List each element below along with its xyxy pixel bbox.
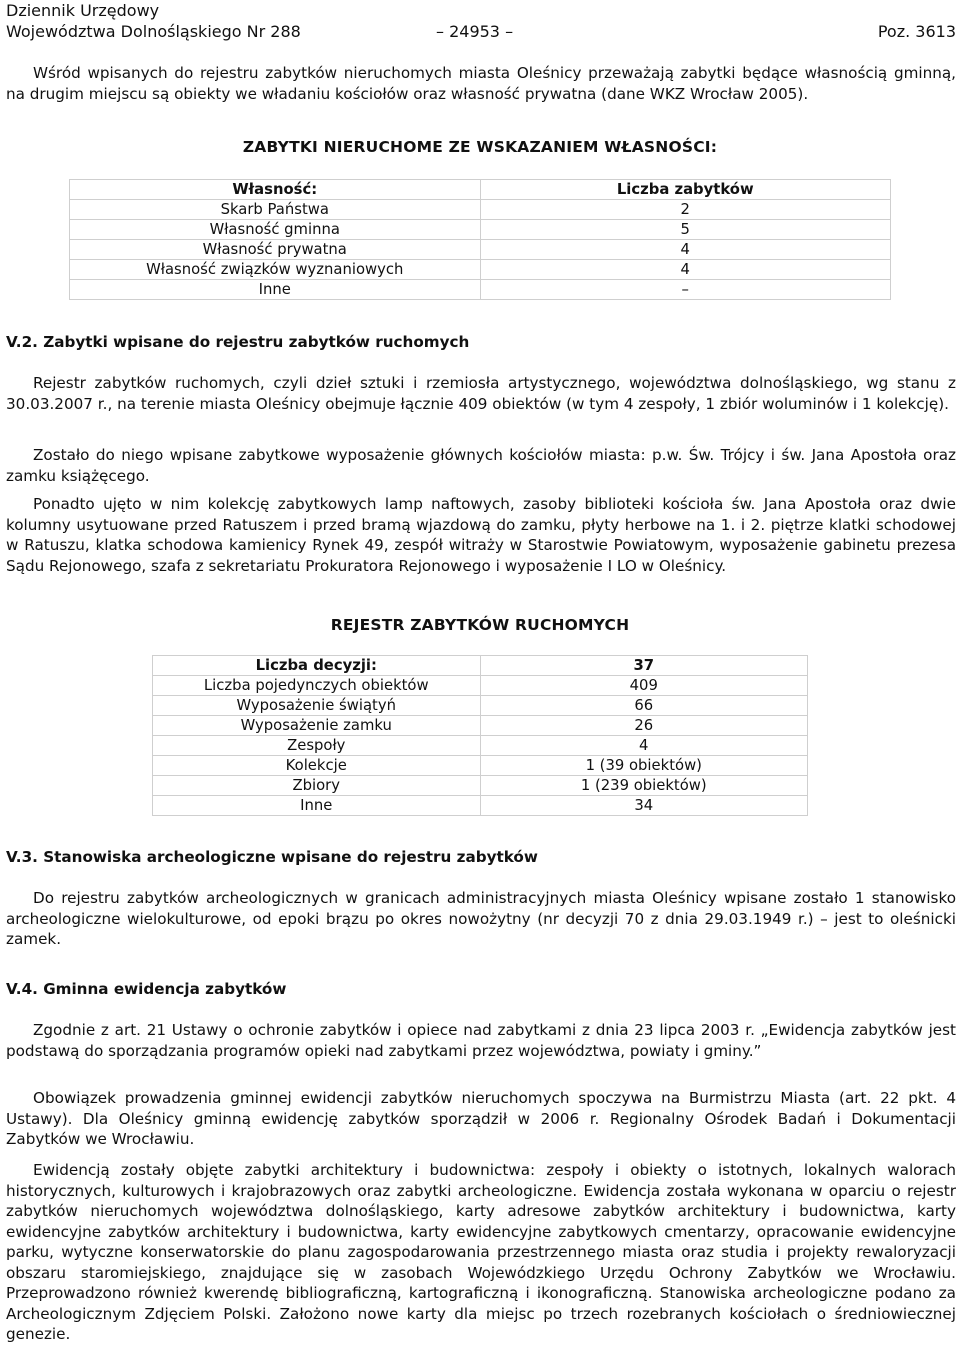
table-cell: –: [480, 280, 890, 300]
table-cell: Własność związków wyznaniowych: [70, 260, 481, 280]
v2-paragraph-1: Rejestr zabytków ruchomych, czyli dzieł sztuki i rzemiosła artystycznego, województwa dolnośląskiego, wg stanu z 30.03.2007 r., na terenie miasta Oleśnicy obejmuje łącznie 409 obiektów (w tym 4 zespoły, 1 zbiór woluminów i 1 kolekcję).: [6, 374, 956, 413]
table-cell: 4: [480, 240, 890, 260]
table-header-cell: 37: [480, 656, 807, 676]
table-cell: Wyposażenie zamku: [153, 716, 481, 736]
intro-paragraph: Wśród wpisanych do rejestru zabytków nieruchomych miasta Oleśnicy przeważają zabytki będące własnością gminną, na drugim miejscu są obiekty we władaniu kościołów oraz własność prywatna (dane WKZ Wrocław 2005).: [6, 64, 956, 103]
table-cell: Kolekcje: [153, 756, 481, 776]
table-row: [153, 776, 808, 796]
section-heading-v3: V.3. Stanowiska archeologiczne wpisane do rejestru zabytków: [6, 848, 538, 866]
v4-paragraph-2: Obowiązek prowadzenia gminnej ewidencji zabytków nieruchomych spoczywa na Burmistrzu Miasta (art. 22 pkt. 4 Ustawy). Dla Oleśnicy gminną ewidencję zabytków sporządził w 2006 r. Regionalny Ośrodek Badań i Dokumentacji Zabytków we Wrocławiu.: [6, 1089, 956, 1148]
v4-paragraph-1: Zgodnie z art. 21 Ustawy o ochronie zabytków i opiece nad zabytkami z dnia 23 lipca 2003 r. „Ewidencja zabytków jest podstawą do sporządzania programów opieki nad zabytkami przez województwa, powiaty i gminy.”: [6, 1021, 956, 1060]
position-number: Poz. 3613: [877, 22, 956, 41]
table-cell: Liczba pojedynczych obiektów: [153, 676, 481, 696]
table-row: [153, 676, 808, 696]
table-row: [153, 716, 808, 736]
table-header-cell: Własność:: [70, 180, 481, 200]
table-cell: Inne: [153, 796, 481, 816]
v4-paragraph-3: Ewidencją zostały objęte zabytki architektury i budownictwa: zespoły i obiekty o istotnych, lokalnych walorach historycznych, kulturowych i krajobrazowych oraz zabytki archeologiczne. Ewidencja została wykonana w oparciu o rejestr zabytków nieruchomych województwa dolnośląskiego, karty adresowe zabytków architektury i budownictwa, karty ewidencyjne zabytków architektury i budownictwa, karty ewidencyjne zabytkowych cmentarzy, opracowanie ewidencyjne parku, wytyczne konserwatorskie do planu zagospodarowania przestrzennego miasta oraz studia i projekty rewaloryzacji obszaru staromiejskiego, znajdujące się w zasobach Wojewódzkiego Urzędu Ochrony Zabytków we Wrocławiu. Przeprowadzono również kwerendę bibliograficzną, kartograficzną i ikonograficzną. Stanowiska archeologiczne podano za Archeologicznym Zdjęciem Polski. Założono nowe karty dla miejsc po trzech rozebranych kościołach o średniowiecznej genezie.: [6, 1161, 956, 1343]
table-row: [70, 260, 891, 280]
v2-paragraph-2: Zostało do niego wpisane zabytkowe wyposażenie głównych kościołów miasta: p.w. Św. Trójcy i św. Jana Apostoła oraz zamku książęcego.: [6, 446, 956, 485]
table-cell: 4: [480, 260, 890, 280]
v2-paragraph-3: Ponadto ujęto w nim kolekcję zabytkowych lamp naftowych, zasoby biblioteki kościoła św. Jana Apostoła oraz dwie kolumny usytuowane przed Ratuszem i przed bramą wjazdową do zamku, płyty herbowe na 1. i 2. piętrze klatki schodowej w Ratuszu, klatka schodowa kamienicy Rynek 49, zespół witraży w Starostwie Powiatowym, wyposażenie gabinetu prezesa Sądu Rejonowego, szafa z sekretariatu Prokuratora Rejonowego i wyposażenie I LO w Oleśnicy.: [6, 495, 956, 575]
table-cell: 1 (39 obiektów): [480, 756, 807, 776]
v3-paragraph-1: Do rejestru zabytków archeologicznych w granicach administracyjnych miasta Oleśnicy wpisane zostało 1 stanowisko archeologiczne wielokulturowe, od epoki brązu po okres nowożytny (nr decyzji 70 z dnia 29.03.1949 r.) – jest to oleśnicki zamek.: [6, 889, 956, 948]
table-row: [70, 200, 891, 220]
table-row: [153, 736, 808, 756]
ownership-table-title: ZABYTKI NIERUCHOME ZE WSKAZANIEM WŁASNOŚCI:: [242, 138, 718, 156]
table-cell: Własność gminna: [70, 220, 481, 240]
journal-subtitle: Województwa Dolnośląskiego Nr 288: [6, 22, 301, 41]
table-cell: Własność prywatna: [70, 240, 481, 260]
table-cell: Zbiory: [153, 776, 481, 796]
table-row: [70, 280, 891, 300]
register-table: [152, 655, 808, 816]
table-cell: Inne: [70, 280, 481, 300]
register-table-title: REJESTR ZABYTKÓW RUCHOMYCH: [330, 616, 630, 634]
table-cell: 26: [480, 716, 807, 736]
page-number: – 24953 –: [436, 22, 514, 41]
table-cell: 66: [480, 696, 807, 716]
table-cell: Wyposażenie świątyń: [153, 696, 481, 716]
table-cell: Skarb Państwa: [70, 200, 481, 220]
table-cell: 409: [480, 676, 807, 696]
table-header-cell: Liczba zabytków: [480, 180, 890, 200]
table-cell: 1 (239 obiektów): [480, 776, 807, 796]
journal-title: Dziennik Urzędowy: [6, 1, 160, 20]
table-cell: Zespoły: [153, 736, 481, 756]
table-row: [70, 240, 891, 260]
table-cell: 2: [480, 200, 890, 220]
ownership-table: [69, 179, 891, 300]
table-row: [153, 796, 808, 816]
page-header: [6, 0, 956, 42]
table-header-row: [70, 180, 891, 200]
section-heading-v2: V.2. Zabytki wpisane do rejestru zabytków ruchomych: [6, 333, 470, 351]
table-row: [153, 756, 808, 776]
table-cell: 5: [480, 220, 890, 240]
table-cell: 34: [480, 796, 807, 816]
section-heading-v4: V.4. Gminna ewidencja zabytków: [6, 980, 287, 998]
table-header-row: [153, 656, 808, 676]
table-header-cell: Liczba decyzji:: [153, 656, 481, 676]
table-row: [153, 696, 808, 716]
table-row: [70, 220, 891, 240]
table-cell: 4: [480, 736, 807, 756]
